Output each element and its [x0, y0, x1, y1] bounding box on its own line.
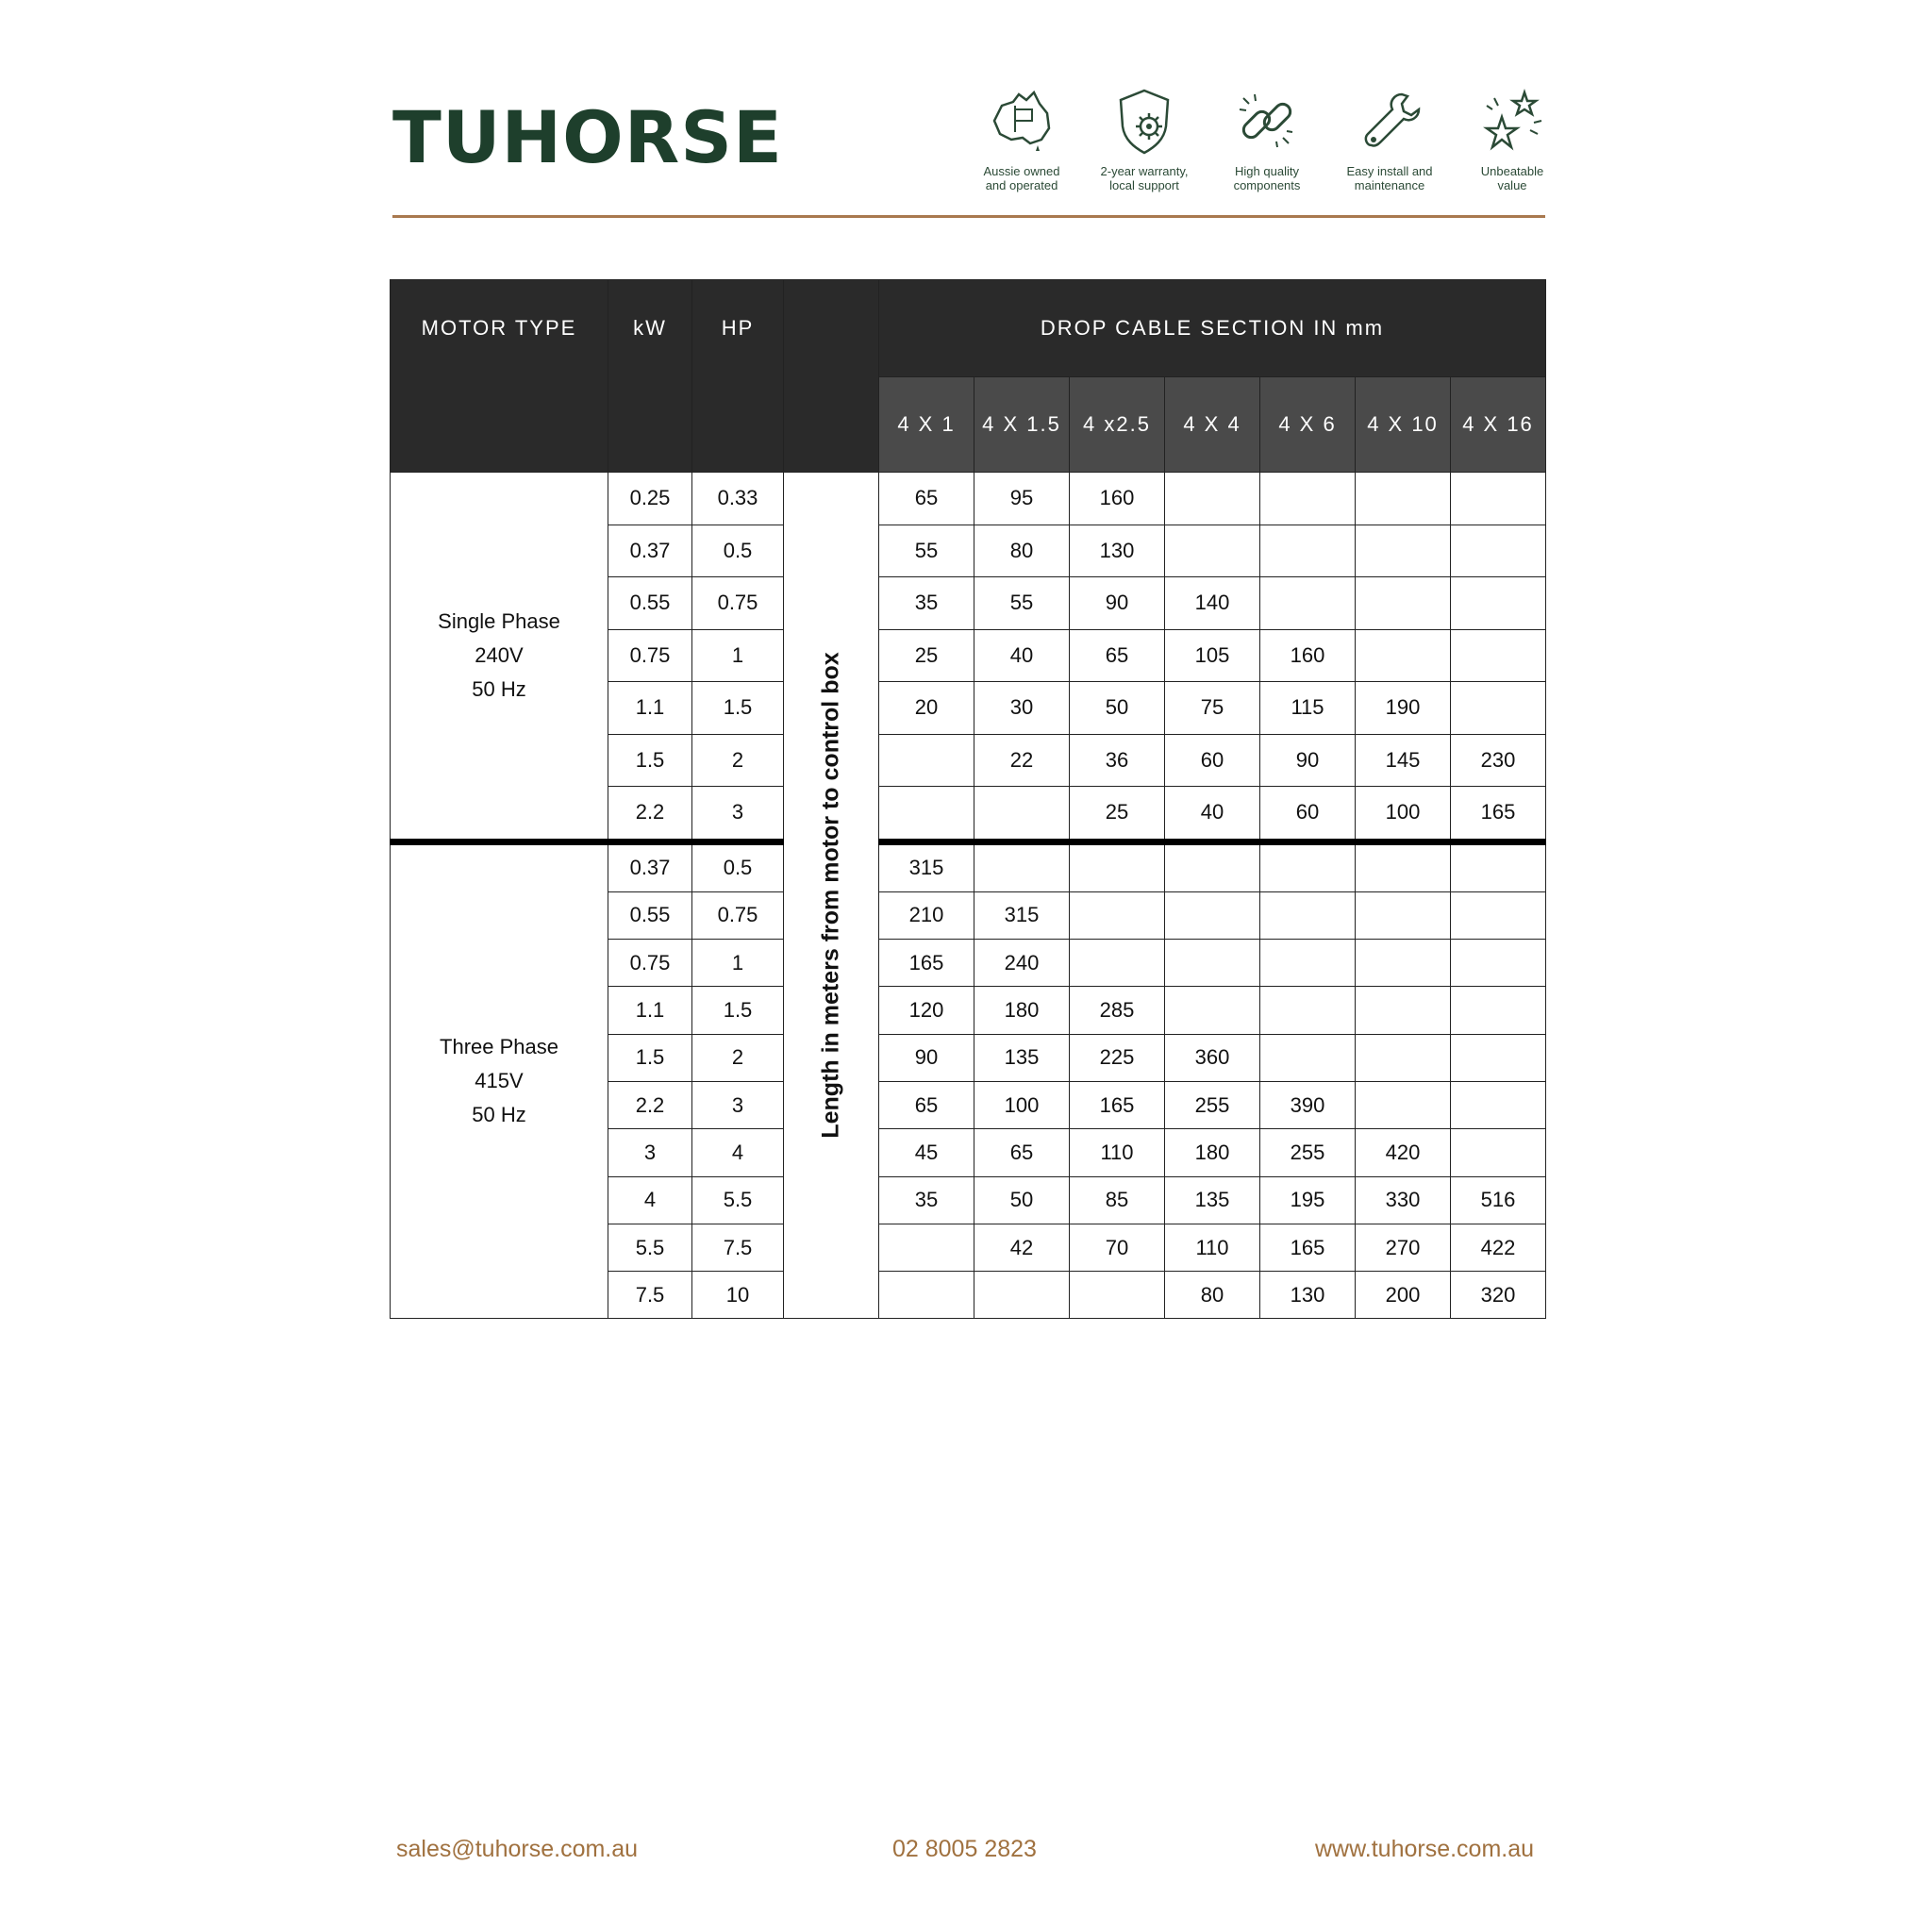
cable-length-cell: [1260, 473, 1356, 525]
cable-length-cell: 315: [879, 841, 974, 891]
feature-aussie-owned: [960, 85, 1083, 192]
cable-length-cell: [1165, 473, 1260, 525]
stars-icon: [1475, 85, 1549, 158]
cable-length-cell: [1451, 682, 1546, 735]
three-phase-label: [391, 841, 608, 1319]
cable-length-cell: 165: [879, 940, 974, 987]
cable-length-cell: 120: [879, 987, 974, 1034]
table-body: [391, 473, 1546, 1319]
cable-length-cell: 65: [974, 1129, 1070, 1176]
single-phase-label-line: Single Phase: [438, 608, 560, 633]
chain-link-icon: [1230, 85, 1304, 158]
cable-length-cell: [1356, 987, 1451, 1034]
cable-length-cell: [1165, 891, 1260, 939]
cable-length-cell: 40: [974, 629, 1070, 682]
cable-length-cell: 165: [1070, 1081, 1165, 1128]
cable-length-cell: 422: [1451, 1224, 1546, 1271]
cable-length-cell: [974, 787, 1070, 842]
hp-cell: 0.33: [692, 473, 784, 525]
cable-length-cell: 90: [1070, 577, 1165, 630]
cable-length-cell: [1356, 473, 1451, 525]
feature-line1: High quality: [1235, 164, 1299, 178]
kw-cell: 1.1: [608, 682, 692, 735]
cable-length-cell: 240: [974, 940, 1070, 987]
hp-cell: 3: [692, 787, 784, 842]
cable-length-cell: 95: [974, 473, 1070, 525]
feature-badges: [960, 85, 1574, 192]
cable-length-cell: 22: [974, 734, 1070, 787]
kw-cell: 3: [608, 1129, 692, 1176]
table-row: [391, 473, 1546, 525]
cable-length-cell: 105: [1165, 629, 1260, 682]
cable-length-cell: 100: [1356, 787, 1451, 842]
cable-length-cell: [879, 734, 974, 787]
cable-length-cell: 360: [1165, 1034, 1260, 1081]
cable-length-cell: [1070, 891, 1165, 939]
cable-length-cell: 255: [1260, 1129, 1356, 1176]
cable-length-cell: [1356, 525, 1451, 577]
kw-cell: 0.55: [608, 891, 692, 939]
cable-length-cell: 90: [1260, 734, 1356, 787]
cable-length-cell: 30: [974, 682, 1070, 735]
kw-header: kW: [608, 280, 692, 473]
cable-length-cell: 390: [1260, 1081, 1356, 1128]
cable-length-cell: 45: [879, 1129, 974, 1176]
cable-length-cell: [1356, 940, 1451, 987]
cable-length-cell: 50: [1070, 682, 1165, 735]
cable-length-cell: 165: [1451, 787, 1546, 842]
cable-length-cell: 180: [1165, 1129, 1260, 1176]
feature-warranty: [1083, 85, 1206, 192]
cable-length-cell: [1260, 987, 1356, 1034]
cable-length-cell: [1451, 841, 1546, 891]
cable-length-cell: 75: [1165, 682, 1260, 735]
cable-length-cell: [1451, 473, 1546, 525]
cable-section-header: 4 X 10: [1356, 377, 1451, 473]
cable-length-cell: 165: [1260, 1224, 1356, 1271]
footer-phone[interactable]: 02 8005 2823: [892, 1836, 1037, 1862]
cable-length-cell: [1260, 1034, 1356, 1081]
cable-length-cell: [1165, 987, 1260, 1034]
cable-length-cell: 25: [1070, 787, 1165, 842]
cable-section-header: 4 X 6: [1260, 377, 1356, 473]
cable-section-header: 4 X 16: [1451, 377, 1546, 473]
hp-cell: 1: [692, 940, 784, 987]
hp-cell: 0.5: [692, 841, 784, 891]
cable-length-cell: [1451, 1034, 1546, 1081]
cable-length-cell: [1356, 891, 1451, 939]
cable-length-cell: [1165, 525, 1260, 577]
cable-length-cell: [1451, 525, 1546, 577]
cable-section-header: 4 X 1: [879, 377, 974, 473]
cable-length-cell: [1356, 1081, 1451, 1128]
cable-length-cell: 20: [879, 682, 974, 735]
hp-cell: 2: [692, 1034, 784, 1081]
cable-length-cell: 42: [974, 1224, 1070, 1271]
cable-length-cell: [1451, 1129, 1546, 1176]
cable-length-cell: [1451, 891, 1546, 939]
cable-length-cell: 40: [1165, 787, 1260, 842]
cable-length-cell: 65: [879, 473, 974, 525]
blank-header: [784, 280, 879, 473]
cable-length-cell: 160: [1070, 473, 1165, 525]
cable-length-cell: 315: [974, 891, 1070, 939]
hp-cell: 1: [692, 629, 784, 682]
feature-line2: and operated: [985, 178, 1058, 192]
kw-cell: 0.37: [608, 841, 692, 891]
kw-cell: 0.25: [608, 473, 692, 525]
hp-cell: 4: [692, 1129, 784, 1176]
hp-cell: 0.75: [692, 891, 784, 939]
cable-length-cell: [1451, 940, 1546, 987]
length-axis-label-cell: [784, 473, 879, 1319]
cable-length-cell: 80: [974, 525, 1070, 577]
cable-length-cell: 130: [1260, 1272, 1356, 1319]
cable-length-cell: 160: [1260, 629, 1356, 682]
feature-line2: maintenance: [1354, 178, 1425, 192]
cable-length-cell: 90: [879, 1034, 974, 1081]
three-phase-label-line: 415V: [475, 1069, 524, 1093]
brand-logo: TUHORSE: [392, 95, 783, 179]
cable-length-cell: 115: [1260, 682, 1356, 735]
cable-length-cell: [1356, 629, 1451, 682]
cable-length-cell: 225: [1070, 1034, 1165, 1081]
hp-cell: 0.75: [692, 577, 784, 630]
kw-cell: 0.55: [608, 577, 692, 630]
cable-length-cell: 55: [974, 577, 1070, 630]
cable-length-cell: [1451, 987, 1546, 1034]
cable-length-cell: 516: [1451, 1176, 1546, 1224]
cable-length-cell: [1260, 940, 1356, 987]
cable-length-cell: [879, 1224, 974, 1271]
hp-cell: 1.5: [692, 682, 784, 735]
feature-line2: local support: [1109, 178, 1179, 192]
cable-length-cell: 230: [1451, 734, 1546, 787]
single-phase-label: [391, 473, 608, 842]
cable-length-cell: 195: [1260, 1176, 1356, 1224]
hp-cell: 2: [692, 734, 784, 787]
cable-length-cell: 100: [974, 1081, 1070, 1128]
cable-length-cell: [1356, 577, 1451, 630]
cable-length-cell: 65: [879, 1081, 974, 1128]
cable-length-cell: 55: [879, 525, 974, 577]
kw-cell: 1.5: [608, 1034, 692, 1081]
cable-length-cell: [1165, 841, 1260, 891]
cable-length-cell: 330: [1356, 1176, 1451, 1224]
wrench-icon: [1353, 85, 1426, 158]
single-phase-label-line: 240V: [475, 642, 524, 667]
motor-type-header: MOTOR TYPE: [391, 280, 608, 473]
feature-line1: Aussie owned: [983, 164, 1060, 178]
australia-map-icon: [985, 85, 1058, 158]
kw-cell: 0.75: [608, 940, 692, 987]
cable-length-cell: 110: [1070, 1129, 1165, 1176]
cable-length-cell: [1260, 841, 1356, 891]
kw-cell: 5.5: [608, 1224, 692, 1271]
cable-length-cell: 110: [1165, 1224, 1260, 1271]
feature-value: [1451, 85, 1574, 192]
cable-length-cell: [1451, 1081, 1546, 1128]
footer-email[interactable]: sales@tuhorse.com.au: [396, 1836, 639, 1862]
hp-cell: 3: [692, 1081, 784, 1128]
feature-line1: 2-year warranty,: [1100, 164, 1189, 178]
cable-length-cell: [1260, 891, 1356, 939]
feature-line1: Unbeatable: [1480, 164, 1544, 178]
cable-length-cell: 60: [1260, 787, 1356, 842]
cable-sizing-table: [390, 279, 1546, 1319]
kw-cell: 4: [608, 1176, 692, 1224]
feature-quality: [1206, 85, 1328, 192]
cable-length-cell: 130: [1070, 525, 1165, 577]
cable-length-cell: 85: [1070, 1176, 1165, 1224]
cable-length-cell: 135: [1165, 1176, 1260, 1224]
hp-cell: 7.5: [692, 1224, 784, 1271]
cable-length-cell: [1070, 1272, 1165, 1319]
kw-cell: 2.2: [608, 787, 692, 842]
length-axis-label: Length in meters from motor to control box: [817, 652, 844, 1139]
cable-length-cell: 35: [879, 577, 974, 630]
cable-section-header: 4 X 4: [1165, 377, 1260, 473]
hp-cell: 5.5: [692, 1176, 784, 1224]
feature-line1: Easy install and: [1346, 164, 1433, 178]
cable-length-cell: 80: [1165, 1272, 1260, 1319]
table-header: [391, 280, 1546, 473]
cable-length-cell: 50: [974, 1176, 1070, 1224]
kw-cell: 2.2: [608, 1081, 692, 1128]
cable-length-cell: [1260, 577, 1356, 630]
cable-length-cell: 25: [879, 629, 974, 682]
cable-length-cell: [1165, 940, 1260, 987]
cable-length-cell: [1070, 940, 1165, 987]
cable-length-cell: 200: [1356, 1272, 1451, 1319]
three-phase-label-line: Three Phase: [440, 1035, 558, 1059]
cable-length-cell: 35: [879, 1176, 974, 1224]
cable-length-cell: [974, 841, 1070, 891]
feature-line2: components: [1233, 178, 1301, 192]
cable-length-cell: 36: [1070, 734, 1165, 787]
cable-length-cell: [1070, 841, 1165, 891]
cable-length-cell: 135: [974, 1034, 1070, 1081]
kw-cell: 0.37: [608, 525, 692, 577]
cable-length-cell: 420: [1356, 1129, 1451, 1176]
hp-cell: 10: [692, 1272, 784, 1319]
feature-easy-install: [1328, 85, 1451, 192]
cable-section-header: 4 x2.5: [1070, 377, 1165, 473]
single-phase-label-line: 50 Hz: [472, 676, 526, 701]
hp-cell: 1.5: [692, 987, 784, 1034]
cable-length-cell: 140: [1165, 577, 1260, 630]
cable-length-cell: [879, 787, 974, 842]
footer-website[interactable]: www.tuhorse.com.au: [1315, 1836, 1535, 1862]
cable-length-cell: [1451, 629, 1546, 682]
kw-cell: 1.1: [608, 987, 692, 1034]
kw-cell: 7.5: [608, 1272, 692, 1319]
drop-cable-header: DROP CABLE SECTION IN mm: [879, 280, 1546, 377]
cable-length-cell: 190: [1356, 682, 1451, 735]
cable-length-cell: 65: [1070, 629, 1165, 682]
cable-length-cell: 270: [1356, 1224, 1451, 1271]
cable-length-cell: [1260, 525, 1356, 577]
shield-gear-icon: [1108, 85, 1181, 158]
cable-length-cell: [1451, 577, 1546, 630]
cable-section-header: 4 X 1.5: [974, 377, 1070, 473]
cable-length-cell: [1356, 841, 1451, 891]
cable-length-cell: 285: [1070, 987, 1165, 1034]
cable-length-cell: 180: [974, 987, 1070, 1034]
cable-length-cell: [879, 1272, 974, 1319]
cable-length-cell: 255: [1165, 1081, 1260, 1128]
hp-header: HP: [692, 280, 784, 473]
cable-length-cell: 320: [1451, 1272, 1546, 1319]
cable-length-cell: 210: [879, 891, 974, 939]
cable-length-cell: 145: [1356, 734, 1451, 787]
kw-cell: 1.5: [608, 734, 692, 787]
header-divider: [392, 215, 1545, 218]
cable-length-cell: 60: [1165, 734, 1260, 787]
cable-length-cell: 70: [1070, 1224, 1165, 1271]
hp-cell: 0.5: [692, 525, 784, 577]
table-row: [391, 841, 1546, 891]
three-phase-label-line: 50 Hz: [472, 1103, 526, 1127]
kw-cell: 0.75: [608, 629, 692, 682]
feature-line2: value: [1497, 178, 1527, 192]
cable-length-cell: [1356, 1034, 1451, 1081]
cable-length-cell: [974, 1272, 1070, 1319]
